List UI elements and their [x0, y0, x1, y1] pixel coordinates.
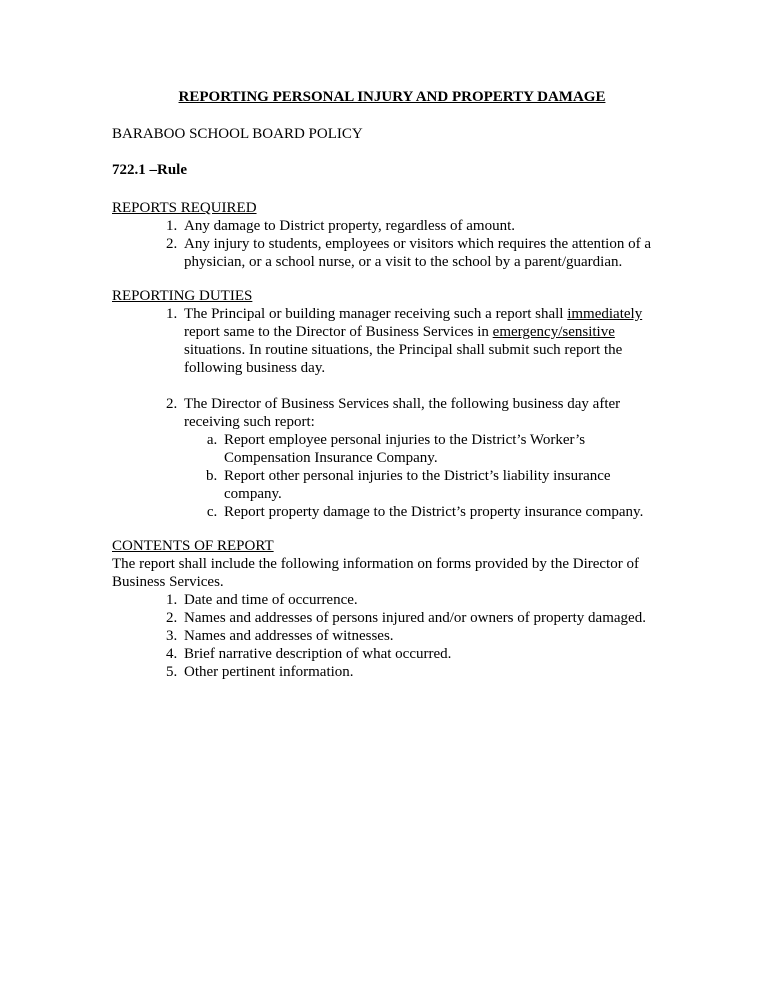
- reporting-duties-section: [112, 287, 672, 521]
- sub-list-item: b. Report other personal injuries to the District’s liability insurance company.: [221, 467, 672, 503]
- list-item: [181, 305, 672, 377]
- list-item: 2. Names and addresses of persons injured and/or owners of property damaged.: [181, 609, 672, 627]
- duty-text: situations. In routine situations, the Principal shall submit such report the following business day.: [184, 342, 623, 376]
- list-item: 1. Date and time of occurrence.: [181, 591, 672, 609]
- contents-of-report-section: [112, 537, 672, 681]
- list-item: 3. Names and addresses of witnesses.: [181, 627, 672, 645]
- reports-required-section: [112, 199, 672, 271]
- contents-of-report-heading: CONTENTS OF REPORT: [112, 538, 274, 554]
- contents-of-report-intro: The report shall include the following information on forms provided by the Director of Business Services.: [112, 556, 639, 590]
- sub-list-item: a. Report employee personal injuries to the District’s Worker’s Compensation Insurance Company.: [221, 431, 672, 467]
- list-item: 5. Other pertinent information.: [181, 663, 672, 681]
- duty-text: report same to the Director of Business Services in: [184, 324, 493, 340]
- underlined-text: immediately: [567, 306, 643, 322]
- reporting-duties-heading: REPORTING DUTIES: [112, 288, 253, 304]
- document-title: REPORTING PERSONAL INJURY AND PROPERTY DAMAGE: [178, 89, 606, 105]
- sub-list-item: c. Report property damage to the District’s property insurance company.: [221, 503, 672, 521]
- reporting-duties-sublist: [184, 431, 672, 521]
- list-item: [181, 395, 672, 521]
- policy-label: BARABOO SCHOOL BOARD POLICY: [112, 126, 363, 142]
- reporting-duties-list: [112, 305, 672, 521]
- rule-label: 722.1 –Rule: [112, 162, 187, 178]
- document-page: [112, 88, 672, 697]
- list-item: 4. Brief narrative description of what occurred.: [181, 645, 672, 663]
- list-item: 1. Any damage to District property, regardless of amount.: [181, 217, 672, 235]
- reports-required-heading: REPORTS REQUIRED: [112, 200, 257, 216]
- duty-text: The Principal or building manager receiving such a report shall: [184, 306, 568, 322]
- duty-text: The Director of Business Services shall, the following business day after receiving such report:: [184, 396, 621, 430]
- reports-required-list: [112, 217, 672, 271]
- contents-of-report-list: [112, 591, 672, 681]
- list-item: 2. Any injury to students, employees or visitors which requires the attention of a physician, or a school nurse, or a visit to the school by a parent/guardian.: [181, 235, 672, 271]
- underlined-text: emergency/sensitive: [492, 324, 615, 340]
